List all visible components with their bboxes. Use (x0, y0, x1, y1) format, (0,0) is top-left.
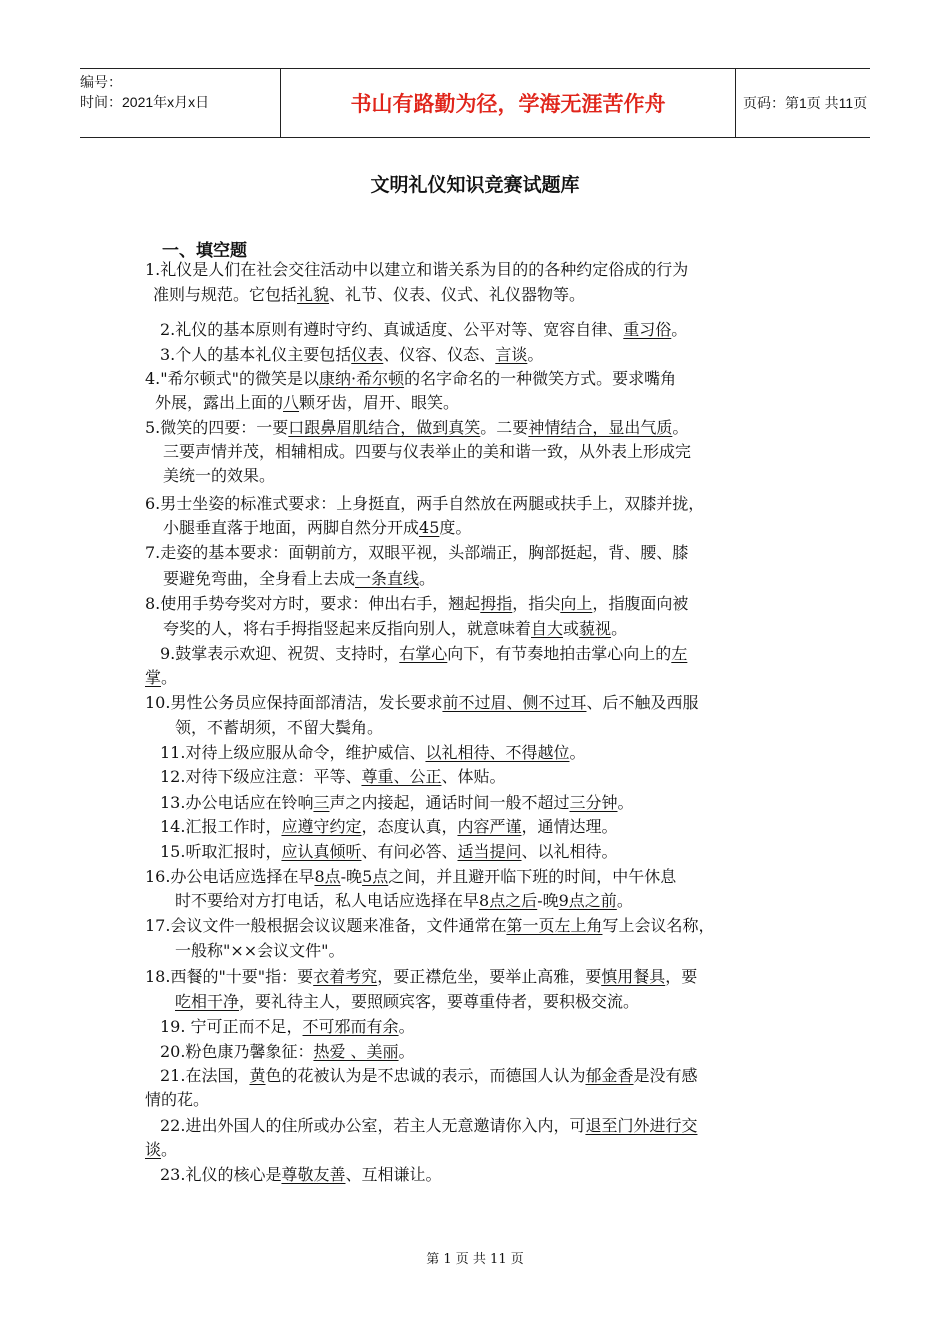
question-text: 12.对待下级应注意：平等、 (160, 767, 362, 786)
answer-blank: 不可邪而有余 (302, 1017, 399, 1036)
question-text: -晚 (340, 867, 363, 886)
answer-blank: 适当提问 (457, 842, 522, 861)
question-text: 6.男士坐姿的标准式要求：上身挺直，两手自然放在两腿或扶手上，双膝并拢， (145, 494, 705, 513)
question-16-line-1 (145, 865, 676, 889)
answer-blank: 一条直线 (355, 569, 420, 588)
answer-blank: 5点 (362, 867, 389, 886)
answer-blank: 向上 (560, 594, 593, 613)
question-6-line-1 (145, 492, 704, 516)
answer-blank: 掌 (145, 668, 162, 687)
page-header (80, 68, 870, 138)
question-text: 。 (161, 668, 178, 687)
date-label: 时间：2021年x月x日 (80, 94, 210, 110)
question-text: 3.个人的基本礼仪主要包括 (160, 345, 352, 364)
answer-blank: 八 (283, 393, 300, 412)
question-11-line-1 (160, 741, 585, 765)
question-text: 度。 (439, 518, 472, 537)
question-17-line-1 (145, 914, 714, 938)
question-text: 17.会议文件一般根据会议议题来准备，文件通常在 (145, 916, 507, 935)
question-text: 一般称"××会议文件"。 (175, 941, 345, 960)
answer-blank: 自大 (531, 619, 564, 638)
question-text: 。 (527, 345, 544, 364)
question-text: 色的花被认为是不忠诚的表示，而德国人认为 (265, 1066, 586, 1085)
question-text: 。 (672, 418, 689, 437)
question-text: 之间，并且避开临下班的时间，中午休息 (388, 867, 677, 886)
answer-blank: 吃相干净 (175, 992, 240, 1011)
question-text: 、体贴。 (441, 767, 506, 786)
question-text: 小腿垂直落于地面，两脚自然分开成 (163, 518, 420, 537)
question-text: 。二要 (480, 418, 529, 437)
question-text: 5.微笑的四要：一要 (145, 418, 289, 437)
answer-blank: 退至门外进行交 (585, 1116, 698, 1135)
answer-blank: 重习俗 (623, 320, 672, 339)
answer-blank: 尊敬友善 (281, 1165, 346, 1184)
question-text: 19. 宁可正而不足， (160, 1017, 303, 1036)
question-21-line-2 (145, 1088, 209, 1112)
answer-blank: 内容严谨 (457, 817, 522, 836)
question-text: ，要 (665, 967, 698, 986)
question-20-line-1 (160, 1040, 415, 1064)
question-text: 。 (569, 743, 586, 762)
question-8-line-1 (145, 592, 688, 616)
question-5-line-3 (163, 464, 275, 488)
question-text: 、仪容、仪态、 (383, 345, 496, 364)
question-text: 14.汇报工作时， (160, 817, 282, 836)
question-13-line-1 (160, 791, 634, 815)
question-text: 要避免弯曲，全身看上去成 (163, 569, 356, 588)
question-7-line-2 (163, 567, 435, 591)
section-title: 一、填空题 (162, 241, 247, 261)
number-label: 编号： (80, 74, 122, 90)
question-22-line-2 (145, 1138, 177, 1162)
question-text: 11.对待上级应服从命令，维护威信、 (160, 743, 426, 762)
question-21-line-1 (160, 1064, 698, 1088)
question-text: 。 (419, 569, 436, 588)
question-text: 、以礼相待。 (521, 842, 618, 861)
answer-blank: 应遵守约定 (281, 817, 362, 836)
question-19-line-1 (160, 1015, 415, 1039)
question-8-line-2 (163, 617, 627, 641)
question-6-line-2 (163, 516, 471, 540)
question-5-line-2 (163, 440, 691, 464)
question-text: 外展，露出上面的 (155, 393, 284, 412)
header-page-info: 页码：第1页 共11页 (743, 95, 868, 111)
question-text: 。 (398, 1042, 415, 1061)
answer-blank: 左 (671, 644, 688, 663)
question-16-line-2 (175, 889, 633, 913)
question-text: 1.礼仪是人们在社会交往活动中以建立和谐关系为目的的各种约定俗成的行为 (145, 260, 689, 279)
question-text: 三要声情并茂，相辅相成。四要与仪表举止的美和谐一致，从外表上形成完 (163, 442, 692, 461)
answer-blank: 礼貌 (297, 285, 330, 304)
question-text: 夸奖的人，将右手拇指竖起来反指向别人，就意味着 (163, 619, 532, 638)
answer-blank: 藐视 (579, 619, 612, 638)
header-meta (80, 69, 280, 140)
answer-blank: 三 (313, 793, 330, 812)
answer-blank: 言谈 (495, 345, 528, 364)
question-text: 。 (616, 891, 633, 910)
question-text: ，通情达理。 (521, 817, 618, 836)
answer-blank: 谈 (145, 1140, 162, 1159)
answer-blank: 仪表 (351, 345, 384, 364)
question-text: 美统一的效果。 (163, 466, 276, 485)
question-text: 。 (611, 619, 628, 638)
question-text: 7.走姿的基本要求：面朝前方，双眼平视，头部端正，胸部挺起，背、腰、膝 (145, 543, 689, 562)
question-23-line-1 (160, 1163, 441, 1187)
question-text: ，指尖 (512, 594, 561, 613)
question-10-line-1 (145, 691, 698, 715)
question-text: 声之内接起，通话时间一般不超过 (329, 793, 570, 812)
question-text: ，态度认真， (361, 817, 458, 836)
question-text: 15.听取汇报时， (160, 842, 282, 861)
question-17-line-2 (175, 939, 345, 963)
question-text: ，指腹面向被 (592, 594, 689, 613)
question-1-line-1 (145, 258, 688, 282)
question-22-line-1 (160, 1114, 697, 1138)
question-text: 的名字命名的一种微笑方式。要求嘴角 (404, 369, 677, 388)
answer-blank: 黄 (249, 1066, 266, 1085)
answer-blank: 应认真倾听 (281, 842, 362, 861)
question-text: 。 (398, 1017, 415, 1036)
answer-blank: 右掌心 (399, 644, 448, 663)
question-text: 9.鼓掌表示欢迎、祝贺、支持时， (160, 644, 400, 663)
question-7-line-1 (145, 541, 688, 565)
question-text: 向下，有节奏地拍击掌心向上的 (447, 644, 672, 663)
question-text: 8.使用手势夸奖对方时，要求：伸出右手，翘起 (145, 594, 481, 613)
question-text: 、礼节、仪表、仪式、礼仪器物等。 (329, 285, 586, 304)
question-text: 、互相谦让。 (345, 1165, 442, 1184)
answer-blank: 前不过眉、侧不过耳 (442, 693, 587, 712)
answer-blank: 口跟鼻眉肌结合，做到真笑 (288, 418, 481, 437)
document-title: 文明礼仪知识竞赛试题库 (370, 174, 580, 196)
question-18-line-2 (175, 990, 639, 1014)
question-15-line-1 (160, 840, 618, 864)
question-text: 13.办公电话应在铃响 (160, 793, 314, 812)
question-text: 10.男性公务员应保持面部清洁，发长要求 (145, 693, 443, 712)
header-motto: 书山有路勤为径，学海无涯苦作舟 (280, 69, 736, 137)
question-9-line-1 (160, 642, 687, 666)
answer-blank: 以礼相待、不得越位 (425, 743, 570, 762)
question-4-line-2 (155, 391, 459, 415)
page-footer: 第 1 页 共 11 页 (426, 1252, 524, 1267)
question-text: 是没有感 (633, 1066, 698, 1085)
question-text: 、有问必答、 (361, 842, 458, 861)
question-5-line-1 (145, 416, 688, 440)
question-3-line-1 (160, 343, 543, 367)
answer-blank: 45 (419, 518, 440, 537)
question-text: 情的花。 (145, 1090, 210, 1109)
answer-blank: 郁金香 (585, 1066, 634, 1085)
question-text: 。 (161, 1140, 178, 1159)
answer-blank: 第一页左上角 (506, 916, 603, 935)
question-text: 16.办公电话应选择在早 (145, 867, 315, 886)
question-text: 颗牙齿，眉开、眼笑。 (299, 393, 460, 412)
answer-blank: 8点之后 (479, 891, 538, 910)
question-text: 21.在法国， (160, 1066, 250, 1085)
question-text: 2.礼仪的基本原则有遵时守约、真诚适度、公平对等、宽容自律、 (160, 320, 624, 339)
question-text: 写上会议名称， (602, 916, 715, 935)
question-text: 。 (617, 793, 634, 812)
question-text: 或 (563, 619, 580, 638)
question-text: 。 (671, 320, 688, 339)
question-1-line-2 (153, 283, 585, 307)
answer-blank: 康纳·希尔顿 (319, 369, 405, 388)
answer-blank: 神情结合，显出气质 (528, 418, 673, 437)
answer-blank: 尊重、公正 (361, 767, 442, 786)
answer-blank: 9点之前 (558, 891, 617, 910)
question-18-line-1 (145, 965, 697, 989)
question-2-line-1 (160, 318, 687, 342)
answer-blank: 衣着考究 (313, 967, 378, 986)
question-text: 时不要给对方打电话，私人电话应选择在早 (175, 891, 480, 910)
question-text: ，要正襟危坐，要举止高雅，要 (377, 967, 602, 986)
question-text: 准则与规范。它包括 (153, 285, 298, 304)
question-text: 23.礼仪的核心是 (160, 1165, 282, 1184)
question-4-line-1 (145, 367, 676, 391)
question-text: 4."希尔顿式"的微笑是以 (145, 369, 319, 388)
question-12-line-1 (160, 765, 505, 789)
answer-blank: 三分钟 (569, 793, 618, 812)
answer-blank: 慎用餐具 (601, 967, 666, 986)
question-text: -晚 (537, 891, 559, 910)
question-text: 领，不蓄胡须，不留大鬓角。 (175, 718, 384, 737)
question-9-line-2 (145, 666, 177, 690)
question-text: ，要礼待主人，要照顾宾客，要尊重侍者，要积极交流。 (239, 992, 640, 1011)
answer-blank: 拇指 (480, 594, 513, 613)
question-10-line-2 (175, 716, 383, 740)
question-text: 、后不触及西服 (586, 693, 699, 712)
question-text: 22.进出外国人的住所或办公室，若主人无意邀请你入内，可 (160, 1116, 586, 1135)
question-text: 20.粉色康乃馨象征： (160, 1042, 314, 1061)
answer-blank: 热爱 、美丽 (313, 1042, 399, 1061)
answer-blank: 8点 (314, 867, 341, 886)
question-14-line-1 (160, 815, 618, 839)
question-text: 18.西餐的"十要"指：要 (145, 967, 314, 986)
